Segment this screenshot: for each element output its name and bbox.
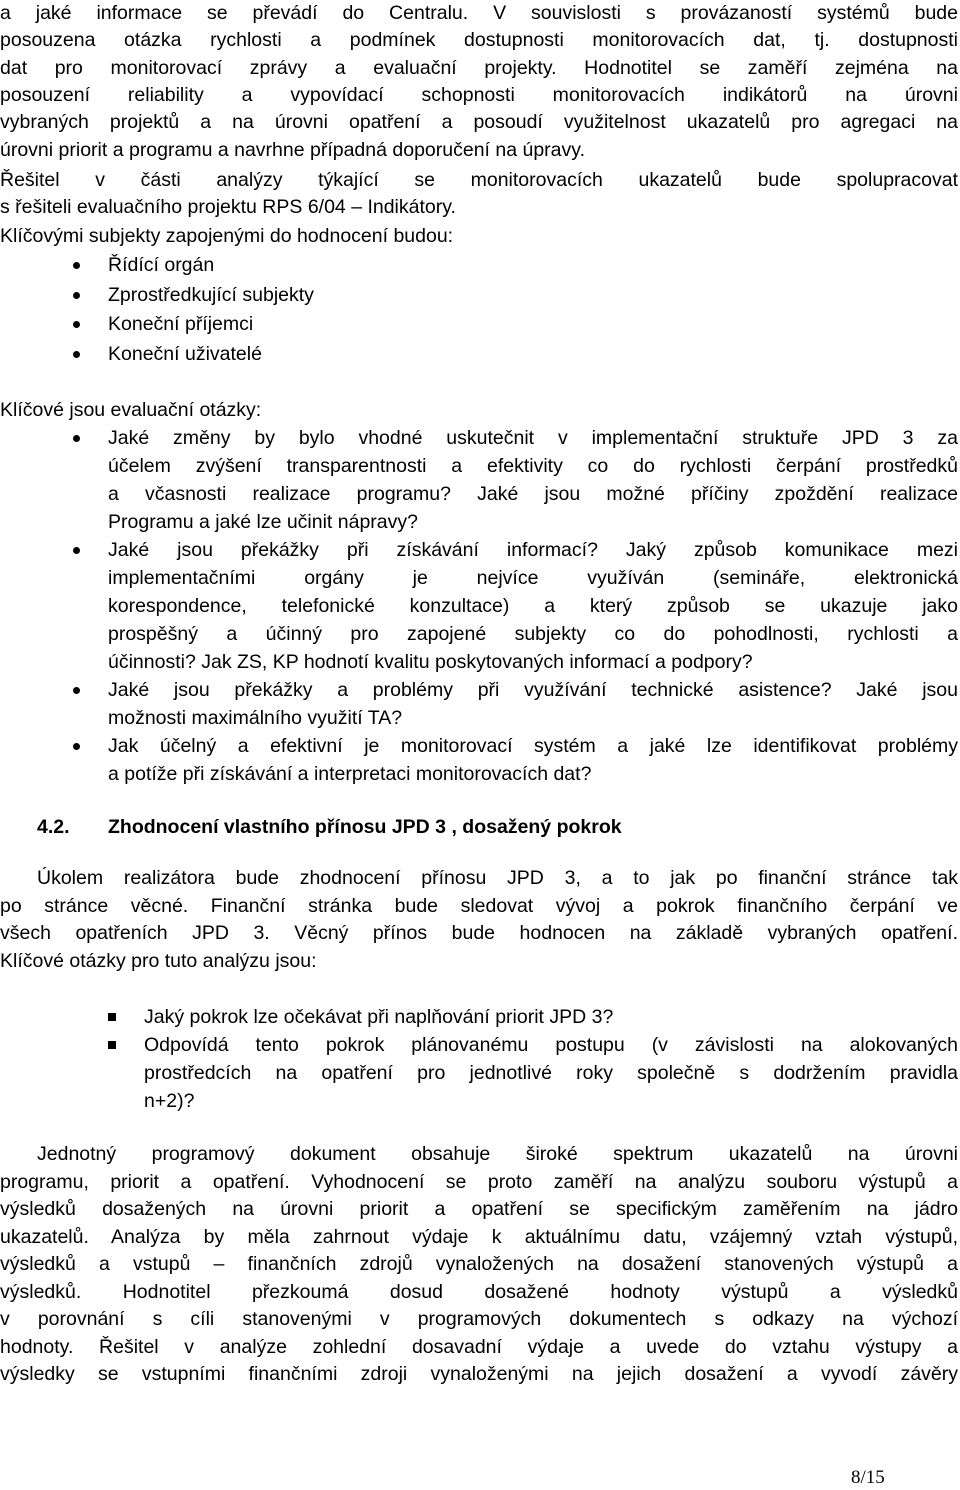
paragraph-line: výsledků a vstupů – finančních zdrojů vynaložených na dosažení stanovených výstupů a — [0, 1253, 958, 1275]
list-item-line: a potíže při získávání a interpretaci monitorovacích dat? — [108, 763, 592, 785]
paragraph-line: úrovni priorit a programu a navrhne případná doporučení na úpravy. — [0, 138, 585, 161]
list-item-line: Odpovídá tento pokrok plánovanému postupu (v závislosti na alokovaných — [144, 1034, 958, 1056]
list-item-line: n+2)? — [144, 1090, 195, 1112]
list-item-line: Jak účelný a efektivní je monitorovací systém a jaké lze identifikovat problémy — [108, 735, 958, 757]
paragraph-line: výsledků. Hodnotitel přezkoumá dosud dosažené hodnoty výstupů a výsledků — [0, 1280, 958, 1303]
paragraph-line: posouzena otázka rychlosti a podmínek dostupnosti monitorovacích dat, tj. dostupnosti — [0, 29, 958, 52]
list-item-line: a včasnosti realizace programu? Jaké jsou možné příčiny zpoždění realizace — [108, 483, 958, 505]
list-item-line: implementačními orgány je nejvíce využíván (semináře, elektronická — [108, 567, 958, 589]
list-item-line: účinnosti? Jak ZS, KP hodnotí kvalitu poskytovaných informací a podpory? — [108, 651, 753, 673]
list-item-line: Programu a jaké lze učinit nápravy? — [108, 511, 418, 533]
paragraph-line: Jednotný programový dokument obsahuje široké spektrum ukazatelů na úrovni — [37, 1143, 958, 1165]
list-item-line: Jaké jsou překážky a problémy při využívání technické asistence? Jaké jsou — [108, 679, 958, 701]
paragraph-line: výsledky se vstupními finančními zdroji vynaloženými na jejich dosažení a vyvodí závěry — [0, 1363, 958, 1385]
list-item: Řídící orgán — [108, 254, 215, 276]
bullet-icon — [73, 351, 80, 358]
section-title: Zhodnocení vlastního přínosu JPD 3 , dosažený pokrok — [108, 816, 622, 838]
list-item-line: účelem zvýšení transparentnosti a efektivity co do rychlosti čerpání prostředků — [108, 455, 958, 477]
list-item-line: Jaký pokrok lze očekávat při naplňování priorit JPD 3? — [144, 1006, 614, 1028]
paragraph-line: a jaké informace se převádí do Centralu. V souvislosti s provázaností systémů bude — [0, 2, 958, 24]
square-bullet-icon — [108, 1041, 116, 1049]
paragraph-line: hodnoty. Řešitel v analýze zohlední dosavadní výdaje a uvede do vztahu výstupy a — [0, 1335, 958, 1358]
list-item-line: možnosti maximálního využití TA? — [108, 707, 403, 729]
list-item: Koneční příjemci — [108, 313, 254, 336]
square-bullet-icon — [108, 1013, 116, 1021]
paragraph-line: výsledků dosažených na úrovni priorit a opatření se specifickým zaměřením na jádro — [0, 1198, 958, 1220]
list-item-line: Jaké jsou překážky při získávání informací? Jaký způsob komunikace mezi — [108, 539, 958, 561]
list-item-line: prospěšný a účinný pro zapojené subjekty co do pohodlnosti, rychlosti a — [108, 623, 958, 645]
paragraph-line: Úkolem realizátora bude zhodnocení přínosu JPD 3, a to jak po finanční stránce tak — [37, 867, 958, 889]
list-item-line: korespondence, telefonické konzultace) a který způsob se ukazuje jako — [108, 595, 958, 617]
paragraph-line: v porovnání s cíli stanovenými v programových dokumentech s odkazy na výchozí — [0, 1308, 958, 1330]
list-intro: Klíčovými subjekty zapojenými do hodnocení budou: — [0, 225, 454, 247]
paragraph-line: posouzení reliability a vypovídací schopnosti monitorovacích indikátorů na úrovni — [0, 83, 958, 106]
section-number: 4.2. — [37, 816, 70, 838]
bullet-icon — [73, 262, 80, 269]
paragraph-line: ukazatelů. Analýza by měla zahrnout výdaje k aktuálnímu datu, vzájemný vztah výstupů, — [0, 1225, 958, 1248]
paragraph-line: dat pro monitorovací zprávy a evaluační projekty. Hodnotitel se zaměří zejména na — [0, 56, 958, 79]
paragraph-line: programu, priorit a opatření. Vyhodnocení se proto zaměří na analýzu souboru výstupů a — [0, 1170, 958, 1193]
list-item: Zprostředkující subjekty — [108, 283, 314, 306]
paragraph-line: po stránce věcné. Finanční stránka bude sledovat vývoj a pokrok finančního čerpání ve — [0, 894, 958, 917]
bullet-icon — [73, 321, 80, 328]
paragraph-line: Řešitel v části analýzy týkající se monitorovacích ukazatelů bude spolupracovat — [0, 169, 958, 191]
bullet-icon — [73, 743, 80, 750]
page-number: 8/15 — [851, 1467, 885, 1488]
bullet-icon — [73, 292, 80, 299]
list-item: Koneční uživatelé — [108, 343, 262, 366]
bullet-icon — [73, 435, 80, 442]
list-intro: Klíčové jsou evaluační otázky: — [0, 399, 262, 421]
paragraph-line: všech opatřeních JPD 3. Věcný přínos bude hodnocen na základě vybraných opatření. — [0, 922, 958, 944]
list-item-line: prostředcích na opatření pro jednotlivé roky společně s dodržením pravidla — [144, 1062, 958, 1084]
bullet-icon — [73, 547, 80, 554]
list-item-line: Jaké změny by bylo vhodné uskutečnit v implementační struktuře JPD 3 za — [108, 427, 958, 449]
paragraph-line: Klíčové otázky pro tuto analýzu jsou: — [0, 949, 317, 972]
bullet-icon — [73, 687, 80, 694]
paragraph-line: s řešiteli evaluačního projektu RPS 6/04 – Indikátory. — [0, 196, 456, 219]
paragraph-line: vybraných projektů a na úrovni opatření a posoudí využitelnost ukazatelů pro agregaci na — [0, 111, 958, 134]
